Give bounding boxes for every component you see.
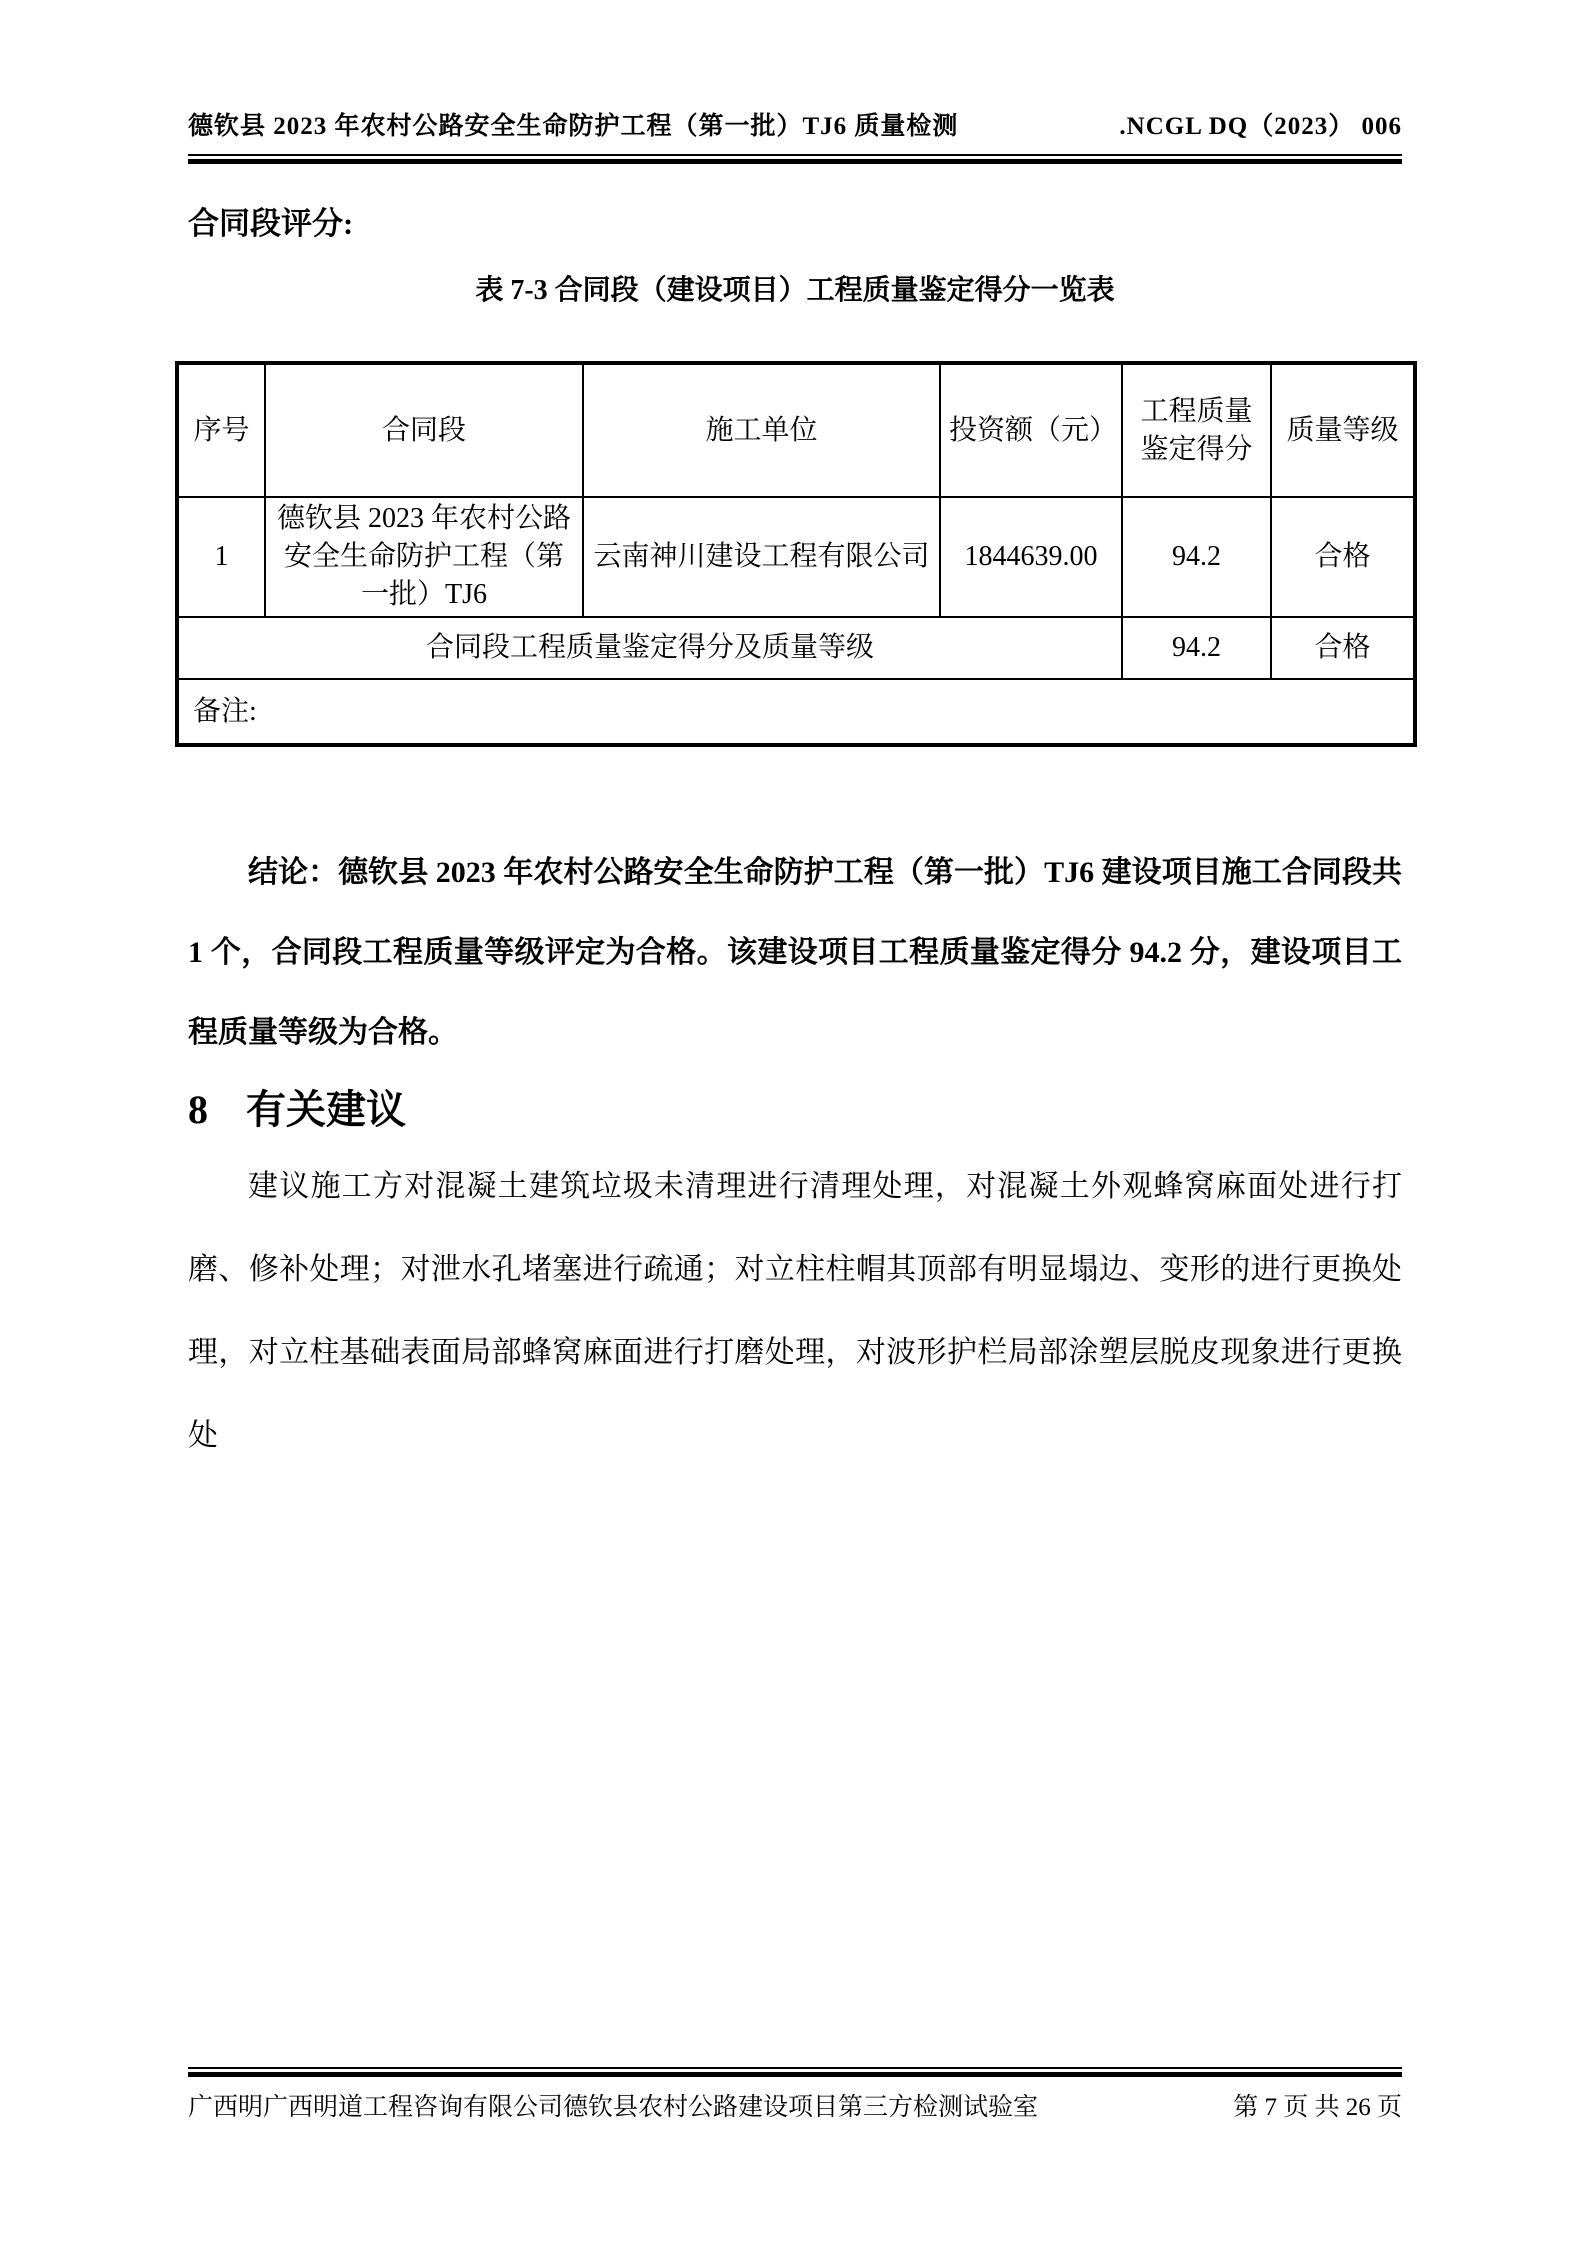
- cell-investment: 1844639.00: [940, 497, 1122, 617]
- col-header-contractor: 施工单位: [583, 363, 940, 497]
- table-note-row: [177, 679, 1415, 745]
- section8-title: 有关建议: [246, 1087, 406, 1132]
- contract-score-label: 合同段评分:: [188, 206, 354, 241]
- section8-number: 8: [188, 1087, 208, 1132]
- page-footer: [188, 2055, 1402, 2123]
- cell-index: 1: [177, 497, 265, 617]
- table-summary-row: [177, 617, 1415, 679]
- cell-score: 94.2: [1122, 497, 1271, 617]
- suggestion-paragraph: 建议施工方对混凝土建筑垃圾未清理进行清理处理，对混凝土外观蜂窝麻面处进行打磨、修补处理；对泄水孔堵塞进行疏通；对立柱柱帽其顶部有明显塌边、变形的进行更换处理，对立柱基础表面局部蜂窝麻面进行打磨处理，对波形护栏局部涂塑层脱皮现象进行更换处: [188, 1170, 1402, 1452]
- col-header-index: 序号: [177, 363, 265, 497]
- footer-text-row: [188, 2087, 1402, 2123]
- header-doc-number: .NCGL DQ（2023） 006: [1119, 113, 1402, 140]
- header-project-title: 德钦县 2023 年农村公路安全生命防护工程（第一批）TJ6 质量检测: [188, 113, 959, 140]
- col-header-section: 合同段: [265, 363, 583, 497]
- note-label-cell: 备注:: [177, 679, 1415, 745]
- col-header-score: 工程质量鉴定得分: [1122, 363, 1271, 497]
- conclusion-paragraph: 结论：德钦县 2023 年农村公路安全生命防护工程（第一批）TJ6 建设项目施工合同段共 1 个，合同段工程质量等级评定为合格。该建设项目工程质量鉴定得分 94.2 分，建设项目工程质量等级为合格。: [188, 856, 1402, 1049]
- table-header-row: [177, 363, 1415, 497]
- header-rule: [188, 154, 1402, 164]
- section8-heading: [188, 1083, 1402, 1137]
- table-row: [177, 497, 1415, 617]
- col-header-grade: 质量等级: [1271, 363, 1415, 497]
- cell-section: 德钦县 2023 年农村公路安全生命防护工程（第一批）TJ6: [265, 497, 583, 617]
- table-caption: 表 7-3 合同段（建设项目）工程质量鉴定得分一览表: [475, 275, 1115, 306]
- footer-rule: [188, 2067, 1402, 2077]
- cell-contractor: 云南神川建设工程有限公司: [583, 497, 940, 617]
- footer-page-indicator: 第 7 页 共 26 页: [1233, 2094, 1402, 2121]
- cell-grade: 合格: [1271, 497, 1415, 617]
- contract-score-table: [175, 361, 1417, 747]
- col-header-investment: 投资额（元）: [940, 363, 1122, 497]
- footer-lab-name: 广西明广西明道工程咨询有限公司德钦县农村公路建设项目第三方检测试验室: [188, 2094, 1039, 2121]
- summary-grade-cell: 合格: [1271, 617, 1415, 679]
- summary-label-cell: 合同段工程质量鉴定得分及质量等级: [177, 617, 1122, 679]
- header-rule-thick-line: [188, 159, 1402, 164]
- footer-rule-thick-line: [188, 2072, 1402, 2077]
- summary-score-cell: 94.2: [1122, 617, 1271, 679]
- page-header: [188, 0, 1402, 142]
